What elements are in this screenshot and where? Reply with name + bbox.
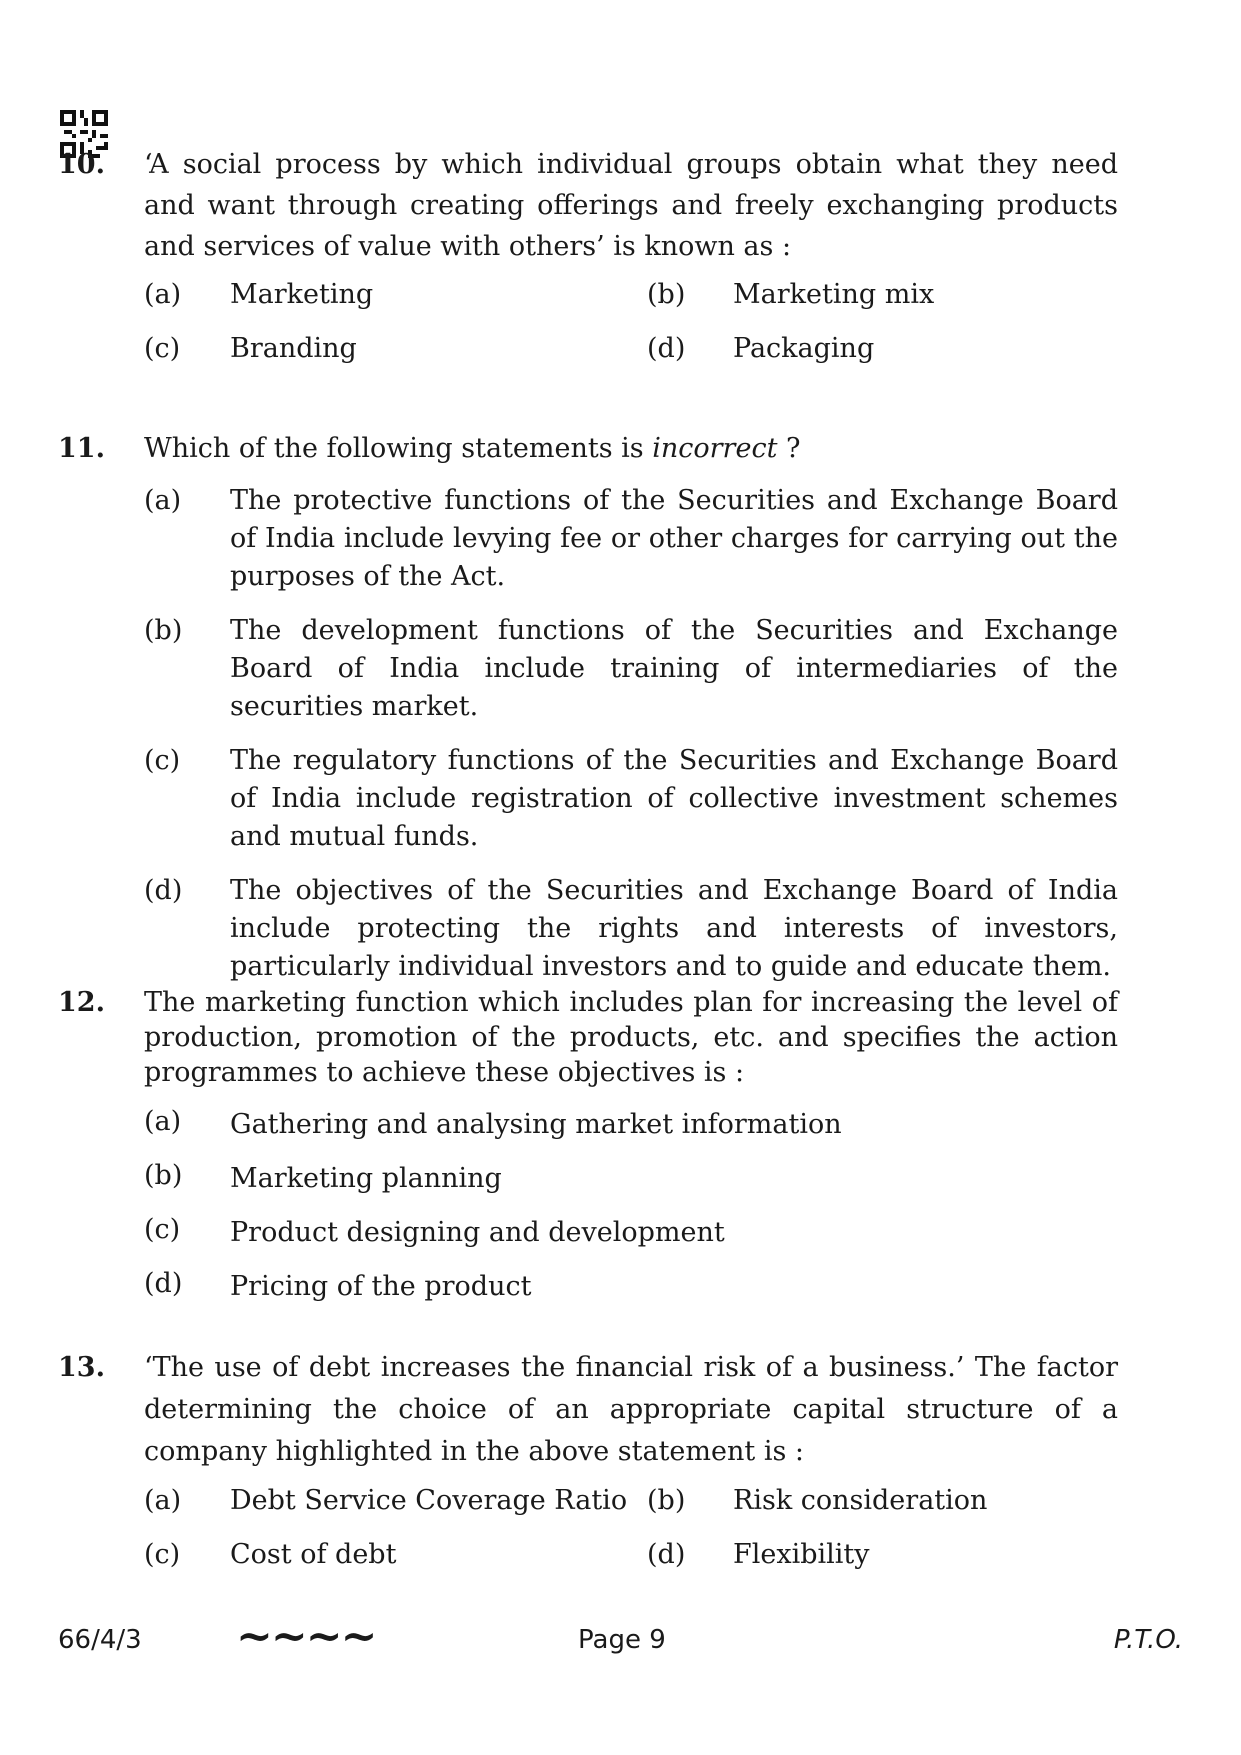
option-a[interactable]: (a) The protective functions of the Securities and Exchange Board of India include levying fee or other charges for carrying out the purposes of the Act. <box>144 485 1118 592</box>
option-c[interactable]: (c) Cost of debt <box>144 1539 397 1570</box>
question-10 <box>58 144 1118 387</box>
options-grid <box>144 279 1118 387</box>
option-c[interactable]: (c) Branding <box>144 333 357 364</box>
option-d[interactable]: (d) The objectives of the Securities and Exchange Board of India include protecting the rights and interests of investors, particularly individual investors and to guide and educate them. <box>144 875 1118 982</box>
option-a[interactable]: (a) Gathering and analysing market information <box>144 1106 842 1140</box>
question-number: 11. <box>58 433 105 464</box>
option-b[interactable]: (b) Marketing planning <box>144 1160 502 1194</box>
option-a[interactable]: (a) Debt Service Coverage Ratio <box>144 1485 628 1516</box>
page-footer <box>58 1611 1183 1665</box>
question-number: 13. <box>58 1352 105 1383</box>
option-c[interactable]: (c) The regulatory functions of the Securities and Exchange Board of India include registration of collective investment schemes and mutual funds. <box>144 745 1118 852</box>
question-number: 12. <box>58 987 105 1018</box>
option-a[interactable]: (a) Marketing <box>144 279 374 310</box>
option-b[interactable]: (b) Risk consideration <box>647 1485 988 1516</box>
option-c[interactable]: (c) Product designing and development <box>144 1214 725 1248</box>
options-grid <box>144 1485 1118 1593</box>
question-text: ‘The use of debt increases the financial risk of a business.’ The factor determining the choice of an appropriate capital structure of a company highlighted in the above statement is : <box>144 1352 1118 1467</box>
option-d[interactable]: (d) Flexibility <box>647 1539 870 1570</box>
option-d[interactable]: (d) Pricing of the product <box>144 1268 532 1302</box>
question-number: 10. <box>58 149 105 180</box>
question-13 <box>58 1347 1118 1593</box>
option-d[interactable]: (d) Packaging <box>647 333 875 364</box>
please-turn-over: P.T.O. <box>1113 1625 1183 1655</box>
question-text: Which of the following statements is incorrect ? <box>144 433 801 464</box>
option-b[interactable]: (b) The development functions of the Securities and Exchange Board of India include training of intermediaries of the securities market. <box>144 615 1118 722</box>
option-b[interactable]: (b) Marketing mix <box>647 279 935 310</box>
question-12 <box>58 985 1118 1322</box>
tilde-ornament: ~~~~ <box>236 1611 376 1662</box>
page-number: Page 9 <box>578 1625 666 1655</box>
paper-code: 66/4/3 <box>58 1625 142 1655</box>
question-text: The marketing function which includes plan for increasing the level of production, promotion of the products, etc. and specifies the action programmes to achieve these objectives is : <box>144 987 1118 1088</box>
question-11 <box>58 430 1118 986</box>
question-text: ‘A social process by which individual groups obtain what they need and want through creating offerings and freely exchanging products and services of value with others’ is known as : <box>144 149 1118 262</box>
